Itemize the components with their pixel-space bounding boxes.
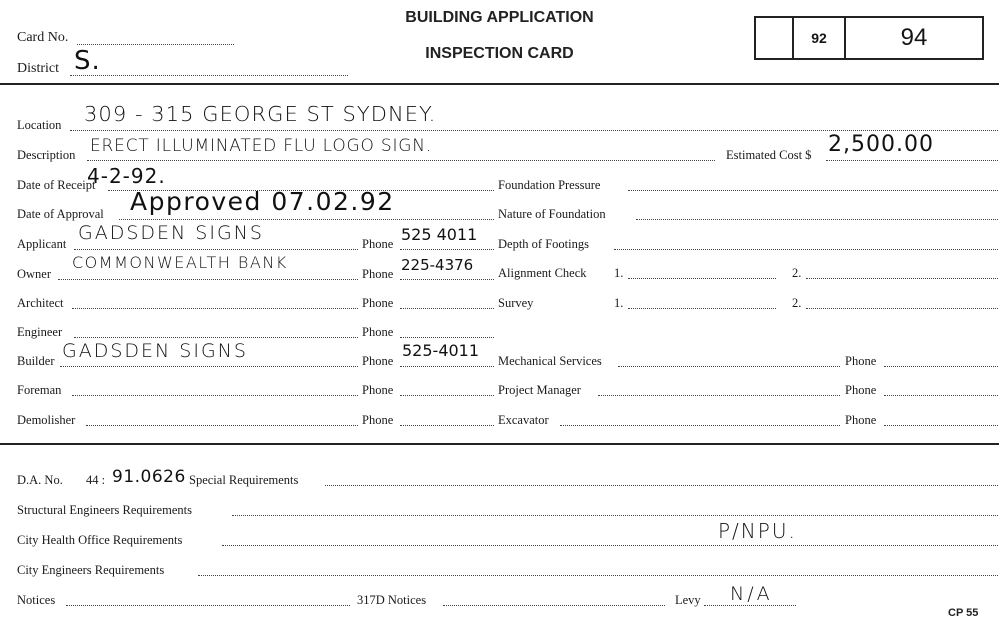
city-health-line (222, 545, 998, 546)
mechanical-services-phone-label: Phone (845, 354, 877, 368)
owner-line (58, 279, 358, 280)
date-of-approval-line (119, 219, 494, 220)
applicant-phone-label: Phone (362, 237, 394, 251)
project-manager-line (598, 395, 840, 396)
card-box-cell-number: 94 (900, 24, 928, 51)
middle-divider (0, 443, 999, 445)
project-manager-phone-label: Phone (845, 383, 877, 397)
city-engineers-label: City Engineers Requirements (17, 563, 165, 577)
da-no-label: D.A. No. (17, 473, 63, 487)
card-no-label: Card No. (17, 30, 69, 45)
engineer-phone-line (400, 337, 494, 338)
date-of-receipt-label: Date of Receipt (17, 178, 96, 192)
foundation-pressure-label: Foundation Pressure (498, 178, 601, 192)
engineer-label: Engineer (17, 325, 63, 339)
district-handwritten-value: S. (74, 46, 101, 76)
survey-line-1 (628, 308, 776, 309)
applicant-label: Applicant (17, 237, 67, 251)
owner-handwritten-value: COMMONWEALTH BANK (72, 253, 288, 272)
architect-label: Architect (17, 296, 64, 310)
survey-num-1: 1. (614, 296, 624, 310)
applicant-phone-line (400, 249, 494, 250)
demolisher-phone-line (400, 425, 494, 426)
date-of-receipt-handwritten-value: 4-2-92. (87, 164, 166, 188)
city-health-label: City Health Office Requirements (17, 533, 183, 547)
demolisher-label: Demolisher (17, 413, 76, 427)
owner-phone-label: Phone (362, 267, 394, 281)
alignment-check-line-1 (628, 278, 776, 279)
notices-line (66, 605, 350, 606)
notices-317d-label: 317D Notices (357, 593, 427, 607)
special-requirements-label: Special Requirements (189, 473, 299, 487)
notices-317d-line (443, 605, 665, 606)
alignment-check-label: Alignment Check (498, 266, 587, 280)
foreman-phone-label: Phone (362, 383, 394, 397)
architect-phone-label: Phone (362, 296, 394, 310)
estimated-cost-line (826, 160, 998, 161)
excavator-phone-line (884, 425, 998, 426)
applicant-phone-handwritten-value: 525 4011 (401, 225, 478, 244)
owner-phone-line (400, 279, 494, 280)
form-title-line-2: INSPECTION CARD (425, 45, 574, 62)
nature-of-foundation-label: Nature of Foundation (498, 207, 606, 221)
builder-phone-handwritten-value: 525-4011 (402, 341, 480, 360)
builder-phone-label: Phone (362, 354, 394, 368)
estimated-cost-label: Estimated Cost $ (726, 148, 812, 162)
structural-engineers-line (232, 515, 998, 516)
notices-label: Notices (17, 593, 56, 607)
foreman-label: Foreman (17, 383, 62, 397)
district-line (70, 75, 348, 76)
nature-of-foundation-line (636, 219, 998, 220)
alignment-check-num-1: 1. (614, 266, 624, 280)
levy-handwritten-value: N/A (730, 583, 773, 605)
location-line (70, 130, 998, 131)
builder-line (60, 366, 358, 367)
project-manager-label: Project Manager (498, 383, 581, 397)
alignment-check-line-2 (806, 278, 998, 279)
owner-phone-handwritten-value: 225-4376 (401, 256, 474, 274)
card-box-cell-blank (756, 18, 794, 58)
applicant-handwritten-value: GADSDEN SIGNS (78, 222, 264, 244)
mechanical-services-phone-line (884, 366, 998, 367)
card-box-cell-year: 92 (794, 18, 846, 58)
city-engineers-line (198, 575, 998, 576)
excavator-phone-label: Phone (845, 413, 877, 427)
builder-phone-line (400, 366, 494, 367)
excavator-label: Excavator (498, 413, 549, 427)
da-no-handwritten-value: 91.0626 (112, 467, 186, 487)
city-health-handwritten-value: P/NPU. (718, 519, 797, 543)
description-line (87, 160, 715, 161)
architect-line (72, 308, 358, 309)
top-divider (0, 83, 999, 85)
district-label: District (17, 61, 59, 76)
builder-label: Builder (17, 354, 55, 368)
engineer-line (74, 337, 358, 338)
levy-label: Levy (675, 593, 701, 607)
mechanical-services-line (618, 366, 840, 367)
survey-label: Survey (498, 296, 534, 310)
builder-handwritten-value: GADSDEN SIGNS (62, 340, 248, 362)
special-requirements-line (325, 485, 998, 486)
foreman-phone-line (400, 395, 494, 396)
da-no-printed-prefix: 44 : (86, 473, 106, 487)
applicant-line (74, 249, 358, 250)
structural-engineers-label: Structural Engineers Requirements (17, 503, 192, 517)
depth-of-footings-label: Depth of Footings (498, 237, 589, 251)
excavator-line (560, 425, 840, 426)
form-title-line-1: BUILDING APPLICATION (405, 9, 594, 26)
description-handwritten-value: ERECT ILLUMINATED FLU LOGO SIGN. (90, 136, 432, 156)
survey-num-2: 2. (792, 296, 802, 310)
levy-line (704, 605, 796, 606)
depth-of-footings-line (614, 249, 998, 250)
foreman-line (72, 395, 358, 396)
architect-phone-line (400, 308, 494, 309)
survey-line-2 (806, 308, 998, 309)
estimated-cost-handwritten-value: 2,500.00 (828, 132, 934, 157)
location-handwritten-value: 309 - 315 GEORGE ST SYDNEY. (84, 102, 437, 126)
owner-label: Owner (17, 267, 52, 281)
description-label: Description (17, 148, 76, 162)
form-code: CP 55 (948, 607, 979, 619)
foundation-pressure-line (628, 190, 998, 191)
location-label: Location (17, 118, 62, 132)
mechanical-services-label: Mechanical Services (498, 354, 602, 368)
date-of-approval-label: Date of Approval (17, 207, 104, 221)
card-no-line (77, 44, 234, 45)
card-number-box (754, 16, 984, 60)
demolisher-phone-label: Phone (362, 413, 394, 427)
date-of-approval-handwritten-value: Approved 07.02.92 (130, 187, 395, 216)
engineer-phone-label: Phone (362, 325, 394, 339)
demolisher-line (86, 425, 358, 426)
alignment-check-num-2: 2. (792, 266, 802, 280)
project-manager-phone-line (884, 395, 998, 396)
